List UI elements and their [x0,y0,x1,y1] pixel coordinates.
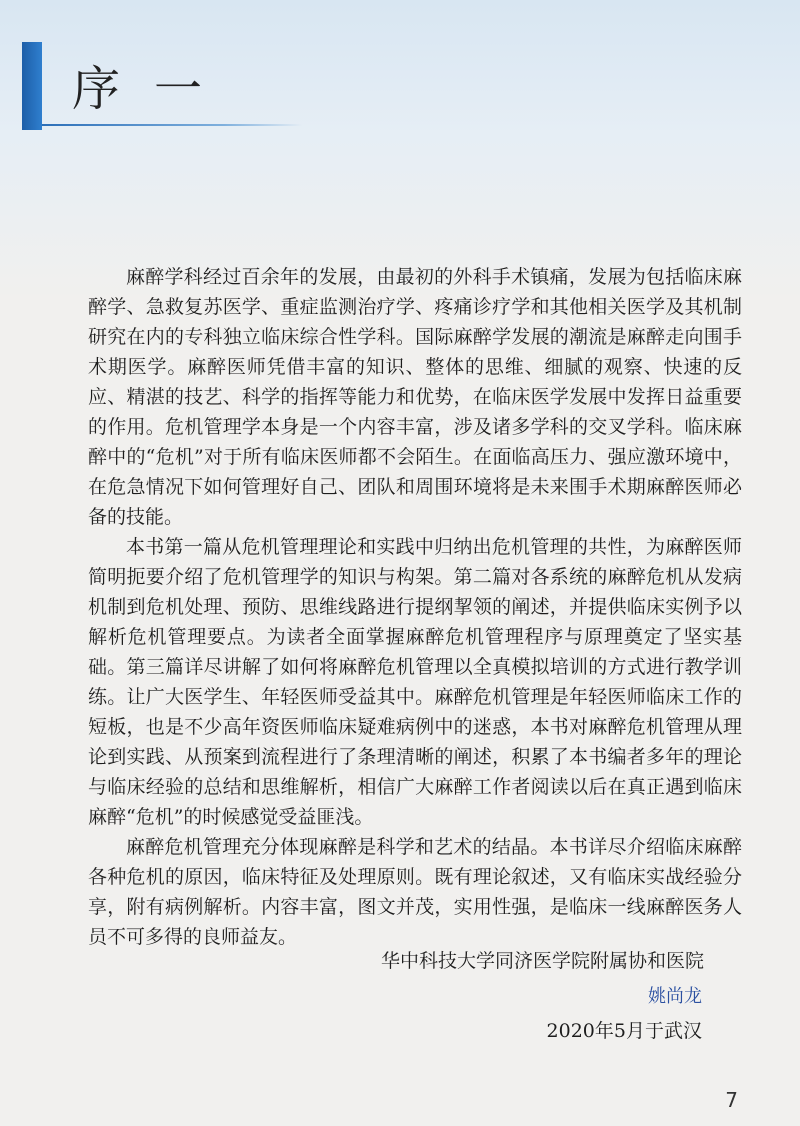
preface-body [88,262,742,952]
signature-institution: 华中科技大学同济医学院附属协和医院 [380,950,704,972]
heading-accent-bar [22,42,42,130]
heading-underline [42,124,302,126]
signature-date: 2020年5月于武汉 [546,1020,702,1042]
paragraph-2: 本书第一篇从危机管理理论和实践中归纳出危机管理的共性，为麻醉医师简明扼要介绍了危机管理学的知识与构架。第二篇对各系统的麻醉危机从发病机制到危机处理、预防、思维线路进行提纲挈领的阐述，并提供临床实例予以解析危机管理要点。为读者全面掌握麻醉危机管理程序与原理奠定了坚实基础。第三篇详尽讲解了如何将麻醉危机管理以全真模拟培训的方式进行教学训练。让广大医学生、年轻医师受益其中。麻醉危机管理是年轻医师临床工作的短板，也是不少高年资医师临床疑难病例中的迷惑，本书对麻醉危机管理从理论到实践、从预案到流程进行了条理清晰的阐述，积累了本书编者多年的理论与临床经验的总结和思维解析，相信广大麻醉工作者阅读以后在真正遇到临床麻醉“危机”的时候感觉受益匪浅。 [88,536,742,828]
signature-author: 姚尚龙 [648,986,702,1007]
chapter-heading [22,42,322,132]
paragraph-3: 麻醉危机管理充分体现麻醉是科学和艺术的结晶。本书详尽介绍临床麻醉各种危机的原因，临床特征及处理原则。既有理论叙述，又有临床实战经验分享，附有病例解析。内容丰富，图文并茂，实用性强，是临床一线麻醉医务人员不可多得的良师益友。 [88,836,742,948]
page-number: 7 [725,1088,738,1112]
paragraph-1: 麻醉学科经过百余年的发展，由最初的外科手术镇痛，发展为包括临床麻醉学、急救复苏医学、重症监测治疗学、疼痛诊疗学和其他相关医学及其机制研究在内的专科独立临床综合性学科。国际麻醉学发展的潮流是麻醉走向围手术期医学。麻醉医师凭借丰富的知识、整体的思维、细腻的观察、快速的反应、精湛的技艺、科学的指挥等能力和优势，在临床医学发展中发挥日益重要的作用。危机管理学本身是一个内容丰富，涉及诸多学科的交叉学科。临床麻醉中的“危机”对于所有临床医师都不会陌生。在面临高压力、强应激环境中，在危急情况下如何管理好自己、团队和周围环境将是未来围手术期麻醉医师必备的技能。 [88,266,742,528]
page-title: 序一 [72,61,237,117]
